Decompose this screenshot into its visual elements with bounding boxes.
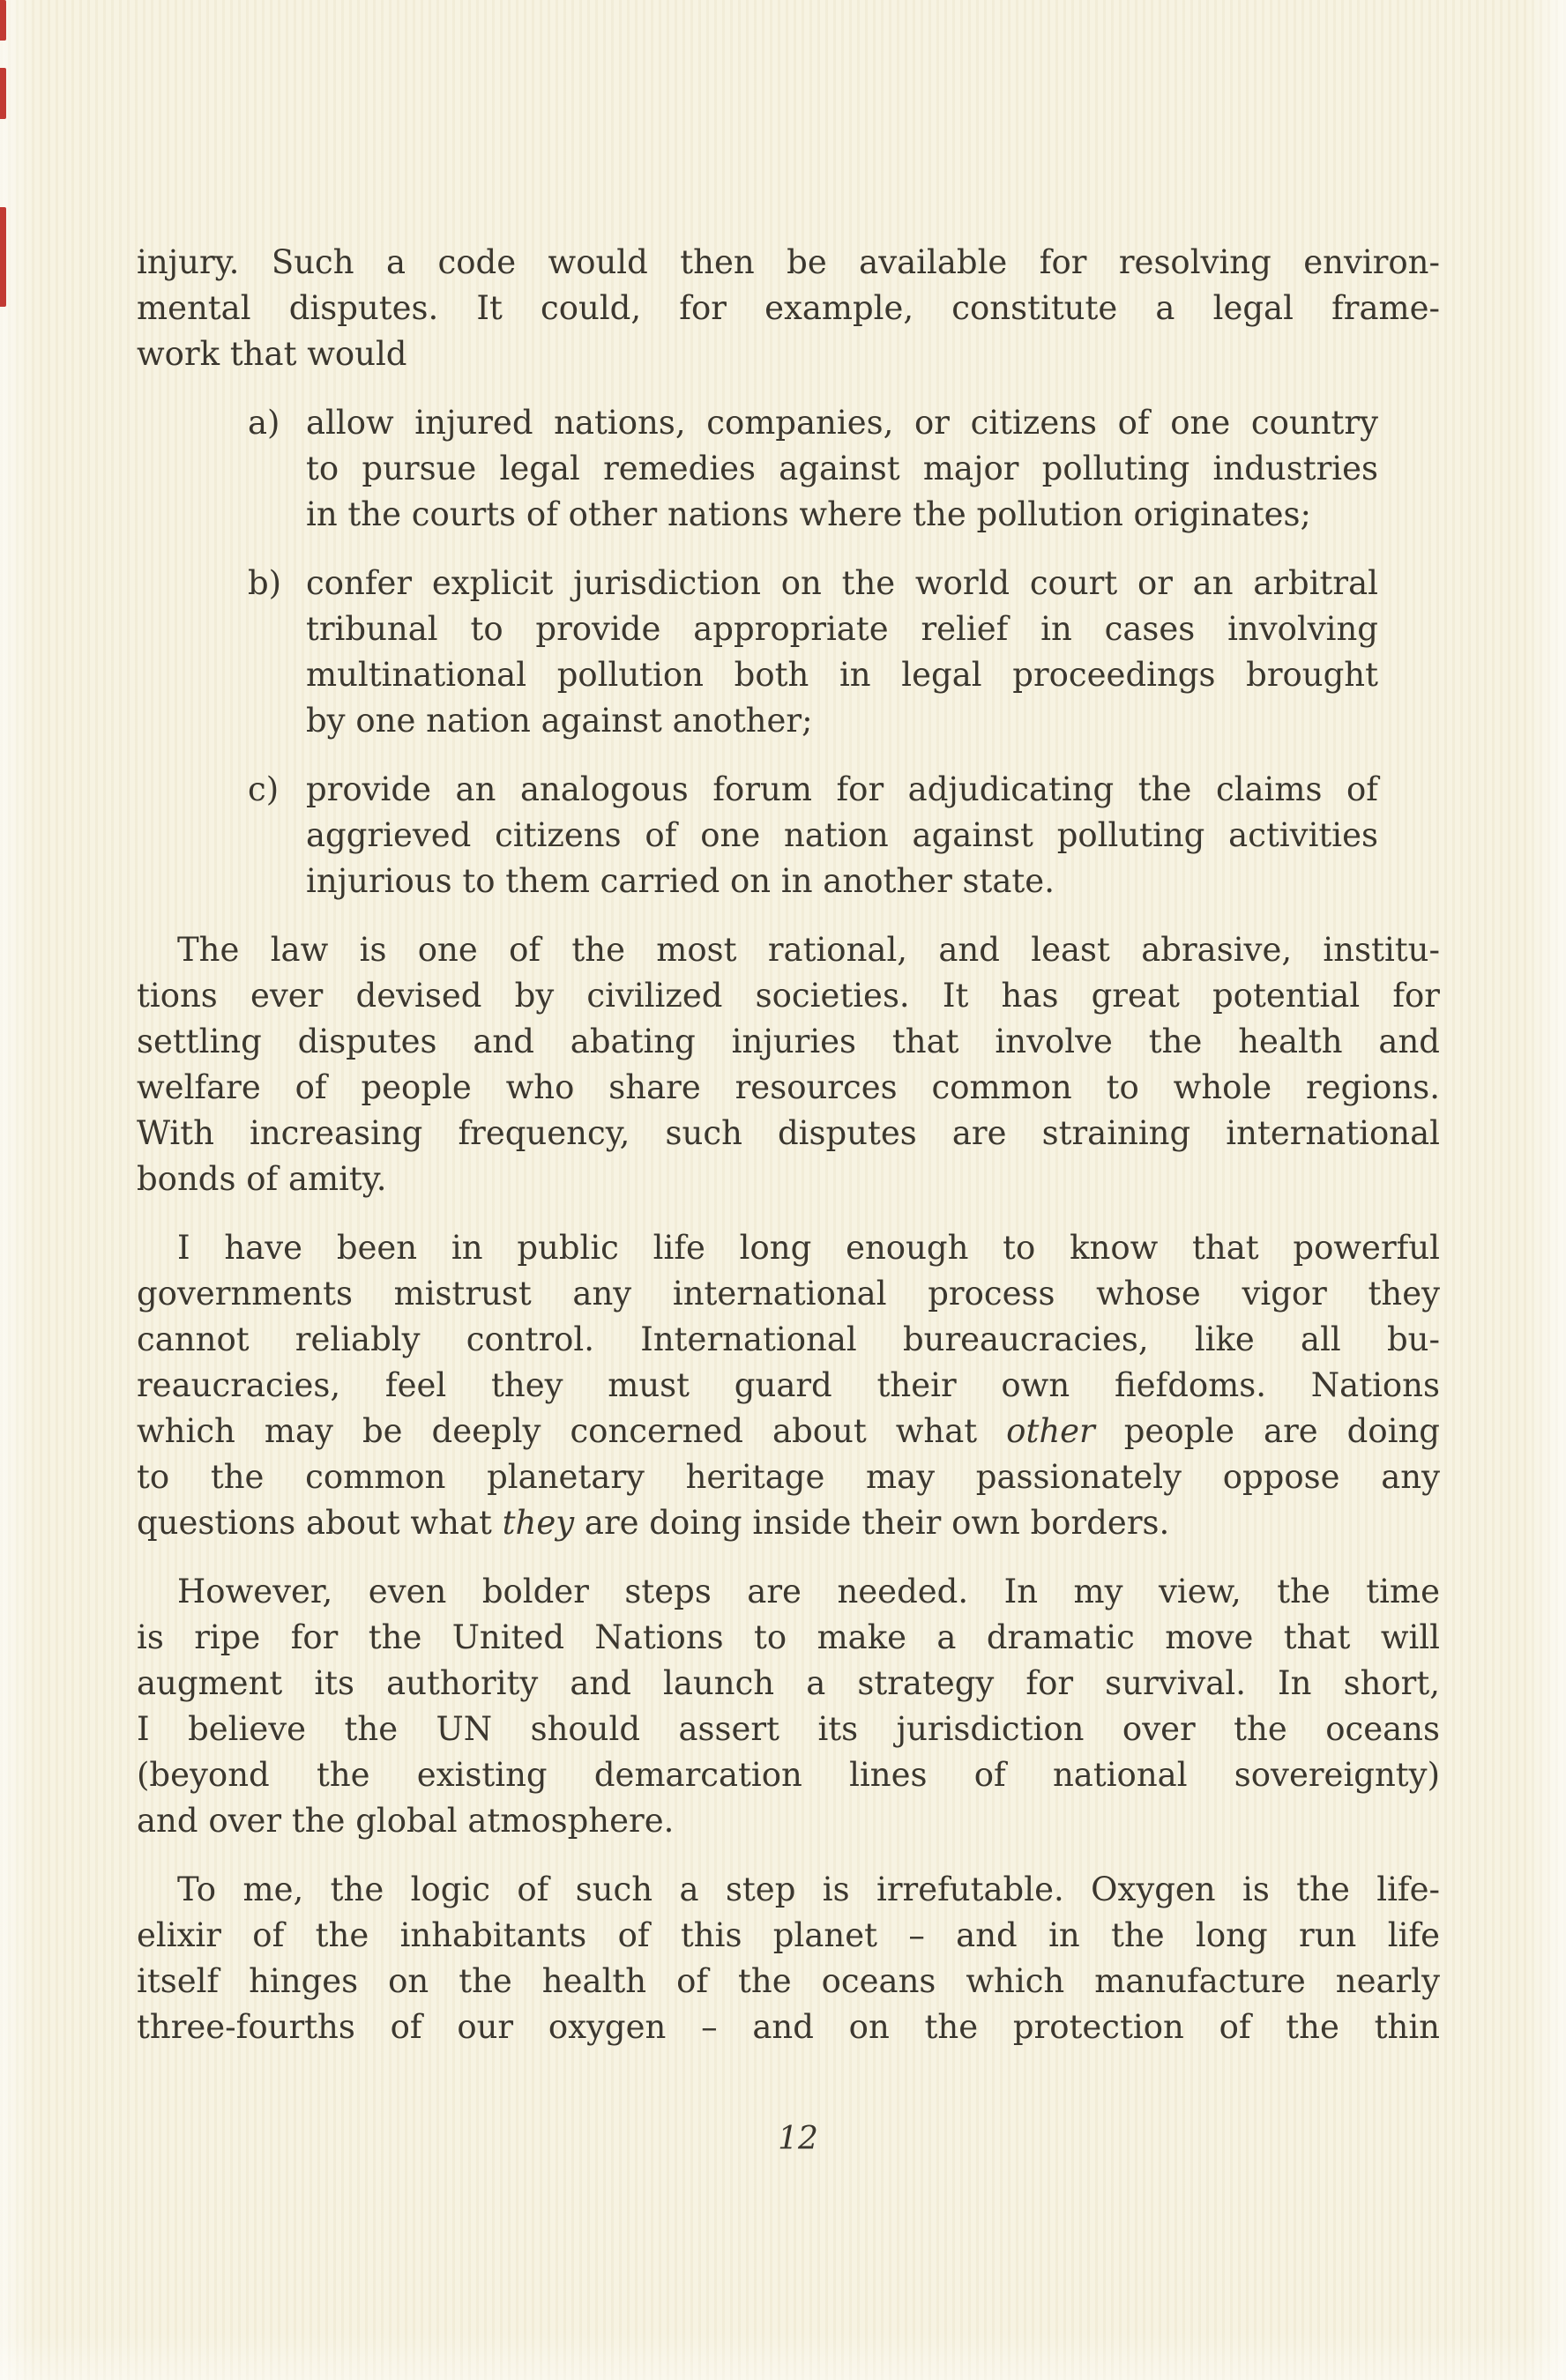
text-line: confer explicit jurisdiction on the world court or an arbitral (306, 564, 1378, 602)
scan-edge-mark (0, 68, 6, 119)
text-line: The law is one of the most rational, and least abrasive, institu- (177, 931, 1440, 969)
text-line: to the common planetary heritage may passionately oppose any (137, 1458, 1440, 1496)
list-item (137, 561, 1440, 744)
list-marker: c) (248, 770, 280, 808)
text-line: augment its authority and launch a strategy for survival. In short, (137, 1664, 1440, 1702)
text-line: multinational pollution both in legal proceedings brought (306, 656, 1378, 694)
text-line: provide an analogous forum for adjudicating the claims of (306, 770, 1378, 808)
text-line: settling disputes and abating injuries that involve the health and (137, 1023, 1440, 1060)
text-line: elixir of the inhabitants of this planet – and in the long run life (137, 1916, 1440, 1954)
paragraph (137, 1867, 1440, 2050)
text-line: I believe the UN should assert its jurisdiction over the oceans (137, 1710, 1440, 1748)
paragraph (137, 1225, 1440, 1546)
list-item-text (306, 561, 1378, 744)
text-line: (beyond the existing demarcation lines of national sovereignty) (137, 1756, 1440, 1794)
text-line: I have been in public life long enough to know that powerful (177, 1229, 1440, 1267)
list-item (137, 400, 1440, 538)
text-line: and over the global atmosphere. (137, 1802, 675, 1840)
text-line: cannot reliably control. International bureaucracies, like all bu- (137, 1320, 1440, 1358)
list-marker: b) (248, 564, 282, 602)
page-number: 12 (778, 2121, 818, 2157)
text-line: allow injured nations, companies, or citizens of one country (306, 404, 1378, 442)
text-line: reaucracies, feel they must guard their own fiefdoms. Nations (137, 1366, 1440, 1404)
page-text-block (137, 240, 1440, 2073)
paragraph (137, 927, 1440, 1202)
text-line: by one nation against another; (306, 702, 813, 740)
text-line: in the courts of other nations where the pollution originates; (306, 495, 1311, 533)
text-line: injurious to them carried on in another state. (306, 862, 1055, 900)
text-line: work that would (137, 335, 407, 373)
text-line: tribunal to provide appropriate relief in cases involving (306, 610, 1378, 648)
paragraph (137, 240, 1440, 377)
text-line: mental disputes. It could, for example, constitute a legal frame- (137, 289, 1440, 327)
text-line: welfare of people who share resources common to whole regions. (137, 1068, 1440, 1106)
list-item-text (306, 767, 1378, 904)
list-item (137, 767, 1440, 904)
text-line: aggrieved citizens of one nation against polluting activities (306, 816, 1378, 854)
list-item-text (306, 400, 1378, 538)
text-line: With increasing frequency, such disputes are straining international (137, 1114, 1440, 1152)
text-line: governments mistrust any international process whose vigor they (137, 1275, 1440, 1313)
text-line: three-fourths of our oxygen – and on the protection of the thin (137, 2008, 1440, 2046)
text-line: injury. Such a code would then be available for resolving environ- (137, 243, 1440, 281)
text-line: tions ever devised by civilized societies. It has great potential for (137, 977, 1440, 1015)
text-line: However, even bolder steps are needed. In my view, the time (177, 1573, 1440, 1610)
text-line: to pursue legal remedies against major polluting industries (306, 450, 1378, 487)
text-line: questions about what they are doing inside their own borders. (137, 1504, 1170, 1542)
text-line: is ripe for the United Nations to make a dramatic move that will (137, 1618, 1440, 1656)
text-line: bonds of amity. (137, 1160, 387, 1198)
list-marker: a) (248, 404, 280, 442)
scan-edge-mark (0, 0, 6, 41)
paragraph (137, 1569, 1440, 1844)
text-line: which may be deeply concerned about what other people are doing (137, 1412, 1440, 1450)
text-line: To me, the logic of such a step is irrefutable. Oxygen is the life- (177, 1871, 1440, 1908)
scan-edge-mark (0, 207, 6, 307)
text-line: itself hinges on the health of the oceans which manufacture nearly (137, 1962, 1440, 2000)
